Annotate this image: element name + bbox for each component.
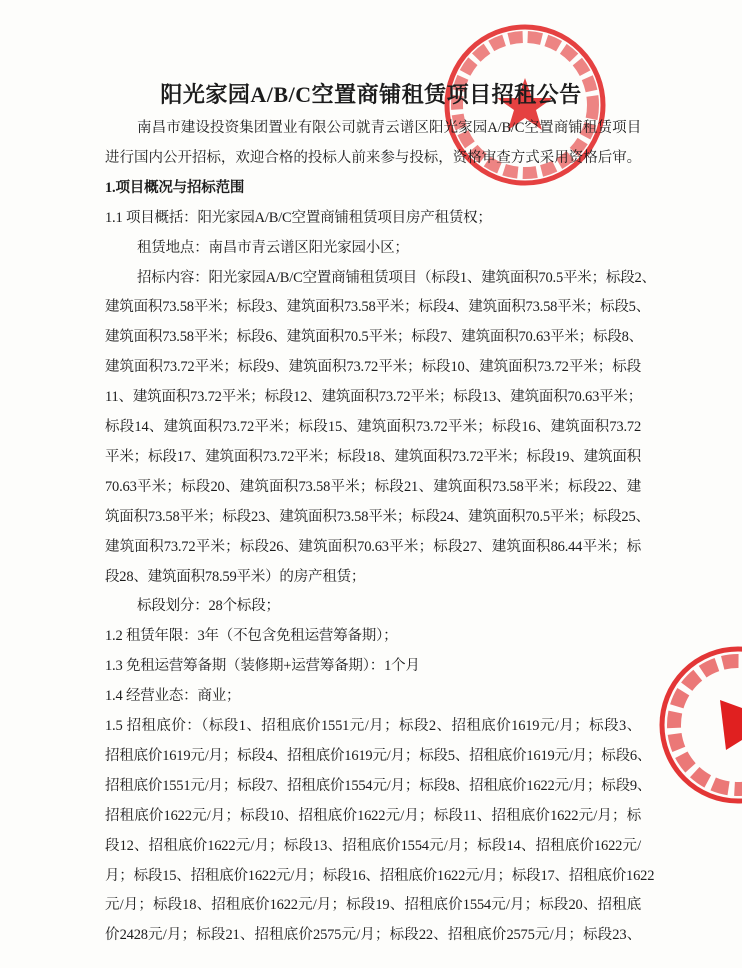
text-line: 筑面积73.58平米；标段23、建筑面积73.58平米；标段24、建筑面积70.5平米；标段25、 xyxy=(105,508,650,525)
text-line: 建筑面积73.58平米；标段3、建筑面积73.58平米；标段4、建筑面积73.58平米；标段5、 xyxy=(105,299,651,316)
text-line: 11、建筑面积73.72平米；标段12、建筑面积73.72平米；标段13、建筑面积70.63平米； xyxy=(105,389,643,406)
text-line: 招标内容：阳光家园A/B/C空置商铺租赁项目（标段1、建筑面积70.5平米；标段2、 xyxy=(137,269,656,286)
text-line: 标段14、建筑面积73.72平米；标段15、建筑面积73.72平米；标段16、建筑面积73.72 xyxy=(105,419,641,435)
text-line: 建筑面积73.58平米；标段6、建筑面积70.5平米；标段7、建筑面积70.63平米；标段8、 xyxy=(105,329,643,346)
text-line: 1.项目概况与招标范围 xyxy=(105,179,245,196)
text-line: 租赁地点：南昌市青云谱区阳光家园小区； xyxy=(137,239,409,256)
page-title: 阳光家园A/B/C空置商铺租赁项目招租公告 xyxy=(160,82,582,107)
text-line: 南昌市建设投资集团置业有限公司就青云谱区阳光家园A/B/C空置商铺租赁项目 xyxy=(137,120,641,136)
text-line: 平米；标段17、建筑面积73.72平米；标段18、建筑面积73.72平米；标段19、建筑面积 xyxy=(105,448,641,465)
text-line: 1.2 租赁年限：3年（不包含免租运营筹备期）； xyxy=(105,628,398,645)
text-line: 1.1 项目概括：阳光家园A/B/C空置商铺租赁项目房产租赁权； xyxy=(105,209,492,226)
text-line: 月；标段15、招租底价1622元/月；标段16、招租底价1622元/月；标段17、招租底价1622 xyxy=(105,867,655,884)
text-line: 招租底价1622元/月；标段10、招租底价1622元/月；标段11、招租底价1622元/月；标 xyxy=(105,807,641,824)
text-line: 段12、招租底价1622元/月；标段13、招租底价1554元/月；标段14、招租底价1622元/ xyxy=(105,837,641,854)
text-line: 建筑面积73.72平米；标段26、建筑面积70.63平米；标段27、建筑面积86.44平米；标 xyxy=(105,538,641,555)
text-line: 段28、建筑面积78.59平米）的房产租赁； xyxy=(105,568,366,585)
text-line: 元/月；标段18、招租底价1622元/月；标段19、招租底价1554元/月；标段20、招租底 xyxy=(105,897,641,914)
text-line: 招租底价1551元/月；标段7、招租底价1554元/月；标段8、招租底价1622元/月；标段9、 xyxy=(105,777,652,794)
text-line: 1.3 免租运营筹备期（装修期+运营筹备期）：1个月 xyxy=(105,658,420,675)
text-line: 进行国内公开招标，欢迎合格的投标人前来参与投标，资格审查方式采用资格后审。 xyxy=(105,149,641,166)
text-line: 招租底价1619元/月；标段4、招租底价1619元/月；标段5、招租底价1619元/月；标段6、 xyxy=(105,747,652,764)
text-line: 1.4 经营业态：商业； xyxy=(105,688,241,705)
text-line: 1.5 招租底价：（标段1、招租底价1551元/月；标段2、招租底价1619元/月；标段3、 xyxy=(105,718,641,734)
text-line: 70.63平米；标段20、建筑面积73.58平米；标段21、建筑面积73.58平米；标段22、建 xyxy=(105,478,641,495)
text-line: 标段划分：28个标段； xyxy=(137,598,280,615)
text-line: 价2428元/月；标段21、招租底价2575元/月；标段22、招租底价2575元/月；标段23、 xyxy=(105,927,641,944)
text-line: 建筑面积73.72平米；标段9、建筑面积73.72平米；标段10、建筑面积73.72平米；标段 xyxy=(105,359,641,376)
